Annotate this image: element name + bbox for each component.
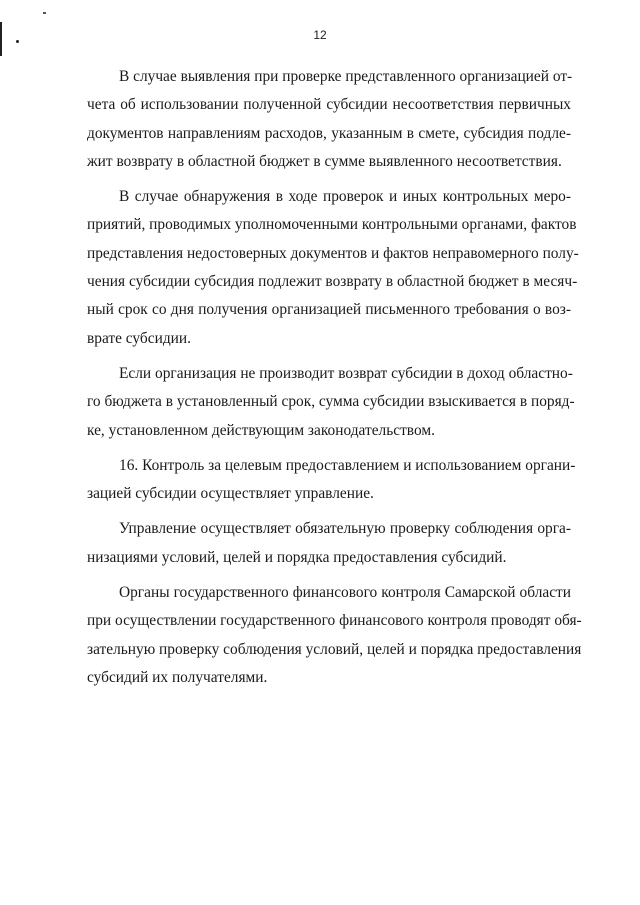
- paragraph: [87, 360, 575, 445]
- paragraph: [87, 63, 571, 176]
- text-line: В случае обнаружения в ходе проверок и иных контрольных меро-: [119, 188, 571, 206]
- text-line: приятий, проводимых уполномоченными контрольными органами, фактов: [87, 216, 577, 234]
- text-line: Управление осуществляет обязательную проверку соблюдения орга-: [119, 520, 571, 538]
- text-line: низациями условий, целей и порядка предоставления субсидий.: [87, 548, 507, 566]
- text-line: В случае выявления при проверке представленного организацией от-: [119, 68, 573, 85]
- text-line: документов направлениям расходов, указанным в смете, субсидия подле-: [87, 124, 571, 142]
- paragraph: [87, 183, 579, 353]
- text-line: ный срок со дня получения организацией письменного требования о воз-: [87, 301, 571, 319]
- text-line: жит возврату в областной бюджет в сумме выявленного несоответствия.: [87, 152, 562, 170]
- text-line: ке, установленном действующим законодательством.: [87, 421, 435, 439]
- text-line: чения субсидии субсидия подлежит возврату в областной бюджет в месяч-: [87, 273, 578, 291]
- text-line: Если организация не производит возврат субсидии в доход областно-: [119, 364, 573, 382]
- paragraph: [87, 452, 576, 509]
- text-line: чета об использовании полученной субсидии несоответствия первичных: [87, 96, 571, 114]
- paragraph: [87, 579, 582, 692]
- paragraph: [87, 515, 571, 572]
- text-line: зательную проверку соблюдения условий, целей и порядка предоставления: [87, 640, 582, 658]
- text-line: зацией субсидии осуществляет управление.: [87, 485, 374, 503]
- text-line: 16. Контроль за целевым предоставлением и использованием органи-: [119, 456, 576, 474]
- text-line: при осуществлении государственного финансового контроля проводят обя-: [87, 612, 582, 630]
- text-line: субсидий их получателями.: [87, 668, 268, 686]
- page-number: 12: [313, 28, 327, 42]
- text-line: го бюджета в установленный срок, сумма субсидии взыскивается в поряд-: [87, 393, 575, 411]
- text-line: представления недостоверных документов и фактов неправомерного полу-: [87, 244, 579, 262]
- text-line: врате субсидии.: [87, 329, 191, 347]
- scan-artifact-mark: [43, 12, 46, 14]
- text-line: Органы государственного финансового контроля Самарской области: [119, 584, 571, 602]
- document-body: [87, 63, 582, 699]
